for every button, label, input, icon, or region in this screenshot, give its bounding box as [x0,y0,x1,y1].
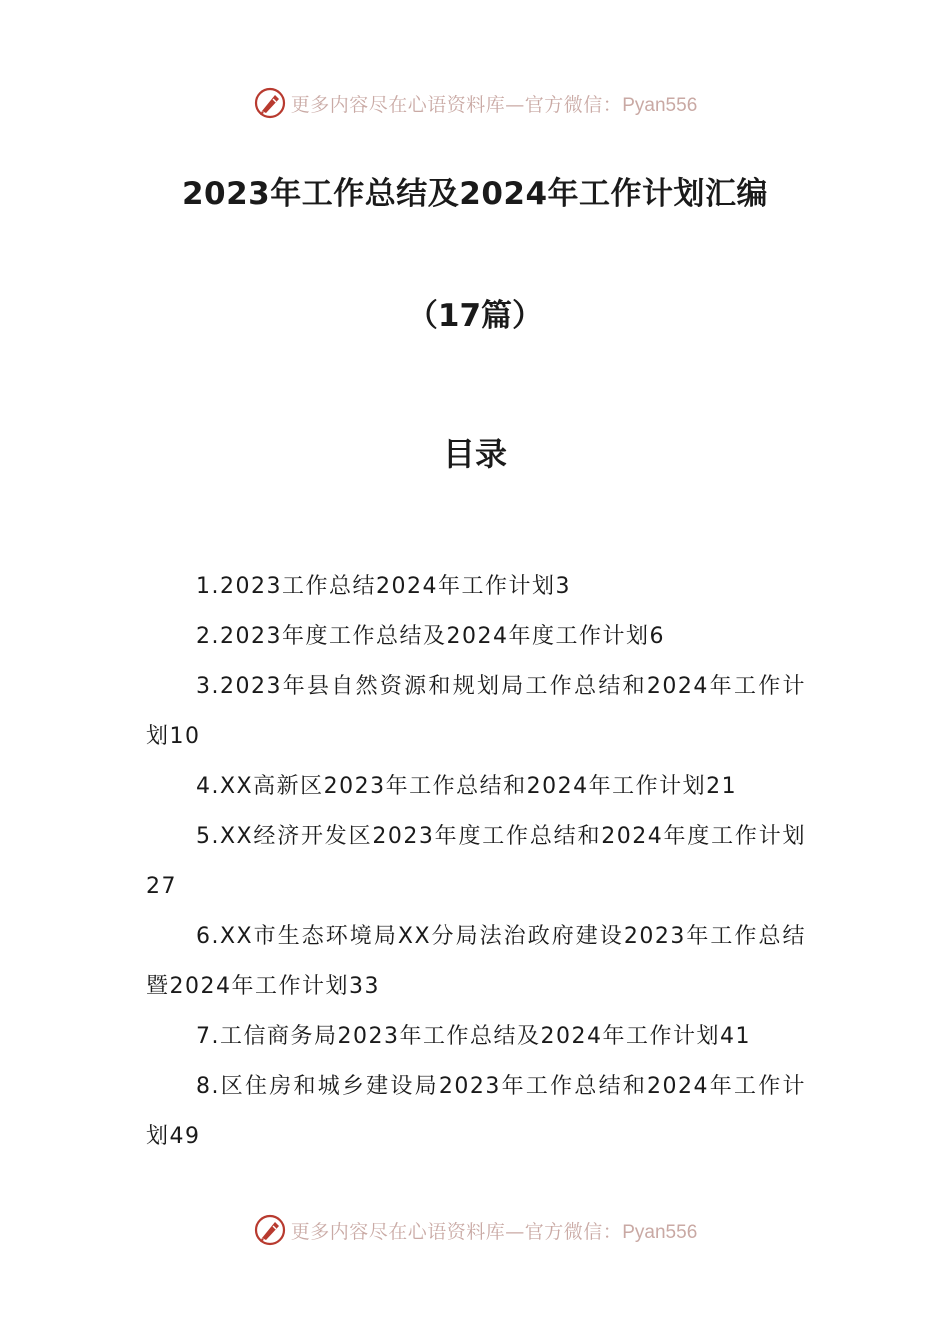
toc-item[interactable]: 3.2023年县自然资源和规划局工作总结和2024年工作计划10 [146,674,806,749]
toc-item[interactable]: 8.区住房和城乡建设局2023年工作总结和2024年工作计划49 [146,1074,806,1149]
toc-item[interactable]: 6.XX市生态环境局XX分局法治政府建设2023年工作总结暨2024年工作计划33 [146,924,806,999]
watermark-text [291,90,698,117]
toc-item[interactable]: 4.XX高新区2023年工作总结和2024年工作计划21 [196,774,738,799]
watermark-footer [0,1210,950,1250]
watermark-handle: Pyan556 [622,1221,698,1243]
toc-item[interactable]: 5.XX经济开发区2023年度工作总结和2024年度工作计划27 [146,824,806,899]
watermark-text [291,1217,698,1244]
toc-heading: 目录 [442,435,507,473]
document-subtitle: （17篇） [406,298,544,334]
pen-nib-logo-icon [253,86,287,120]
watermark-label: 更多内容尽在心语资料库—官方微信： [290,93,623,116]
watermark-handle: Pyan556 [622,94,698,116]
toc-item[interactable]: 1.2023工作总结2024年工作计划3 [196,574,571,599]
watermark-label: 更多内容尽在心语资料库—官方微信： [290,1220,623,1243]
table-of-contents [146,562,806,1162]
watermark-header [0,83,950,123]
toc-item[interactable]: 7.工信商务局2023年工作总结及2024年工作计划41 [196,1024,751,1049]
document-title: 2023年工作总结及2024年工作计划汇编 [181,176,769,212]
pen-nib-logo-icon [253,1213,287,1247]
toc-item[interactable]: 2.2023年度工作总结及2024年度工作计划6 [196,624,665,649]
